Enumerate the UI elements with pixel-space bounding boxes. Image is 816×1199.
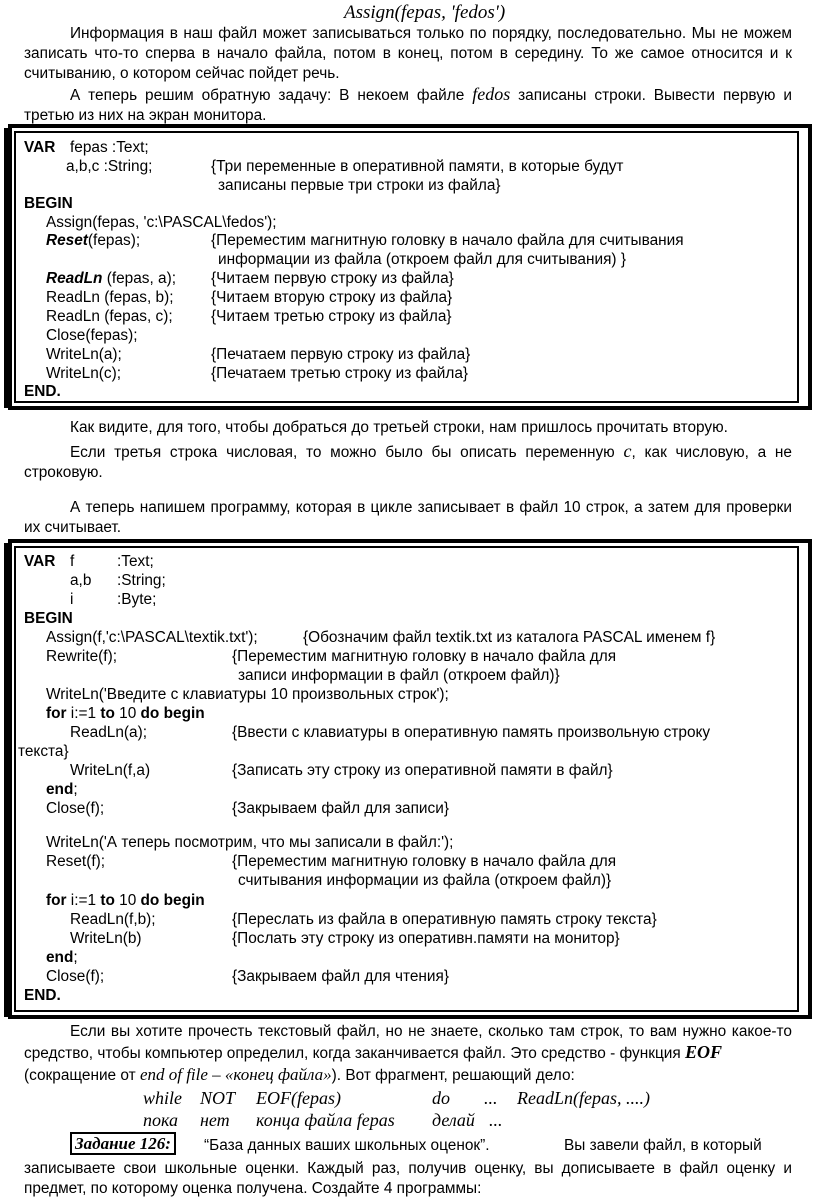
fragment-poka: пока [143,1110,178,1130]
task-title: “База данных ваших школьных оценок”. [204,1137,490,1154]
code2-readln-fb: ReadLn(f,b); [70,911,156,928]
task-label: Задание 126: [70,1132,176,1155]
code2-reset: Reset(f); [46,853,106,870]
intro-paragraph-2: А теперь решим обратную задачу: В некоем файле fedos записаны строки. Вывести первую и третью из них на экран монитора. [24,84,792,124]
fragment-while: while [143,1088,182,1108]
code2-end-loop-2: end; [46,949,78,966]
code1-writeln-1-comment: {Печатаем первую строку из файла} [211,346,471,363]
code2-var1-type: :Text; [117,553,154,570]
filename-fedos: fedos [472,84,511,104]
code1-line-fepas: fepas :Text; [70,139,149,156]
code2-rewrite: Rewrite(f); [46,648,117,665]
code1-readln-2: ReadLn (fepas, b); [46,289,174,306]
fragment-delay: делай [432,1110,475,1130]
intro-paragraph-1: Информация в наш файл может записываться только по порядку, последовательно. Мы не можем записать что-то сперва в начало файла, потом в конец, потом в середину. То же самое относится и к считыванию, о котором сейчас пойдет речь. [24,25,792,82]
code2-writeln-prompt: WriteLn('Введите с клавиатуры 10 произвольных строк'); [46,686,449,703]
code1-line-abc: a,b,c :String; [66,158,153,175]
code2-close-1-comment: {Закрываем файл для записи} [232,800,449,817]
code1-reset: Reset(fepas); [46,232,141,249]
code2-var3-name: i [70,591,74,608]
eof-paragraph: Если вы хотите прочесть текстовый файл, но не знаете, сколько там строк, то вам нужно какое-то средство, чтобы компьютер определил, когда заканчивается файл. Это средство - функция EOF (сокращение от end of file – «конец файла»). Вот фрагмент, решающий дело: [24,1023,792,1084]
code1-writeln-2: WriteLn(c); [46,365,121,382]
code2-readln-a-comment-2: текста} [18,743,69,760]
code1-writeln-2-comment: {Печатаем третью строку из файла} [211,365,469,382]
code1-reset-comment-1: {Переместим магнитную головку в начало файла для считывания [211,232,684,249]
code2-close-2-comment: {Закрываем файл для чтения} [232,968,450,985]
code2-writeln-fa-comment: {Записать эту строку из оперативной памяти в файл} [232,762,613,779]
middle-paragraph-1: Как видите, для того, чтобы добраться до третьей строки, нам пришлось прочитать вторую. [70,419,728,436]
fragment-not: NOT [200,1088,236,1108]
code2-close-1: Close(f); [46,800,105,817]
task-intro: Вы завели файл, в который [564,1137,762,1154]
code2-writeln-b: WriteLn(b) [70,930,142,947]
eof-keyword: EOF [684,1042,722,1062]
code2-var2-name: a,b [70,572,92,589]
code1-writeln-1: WriteLn(a); [46,346,122,363]
code1-readln-2-comment: {Читаем вторую строку из файла} [211,289,453,306]
code1-end: END. [24,383,61,400]
code2-close-2: Close(f); [46,968,105,985]
code1-readln-1-comment: {Читаем первую строку из файла} [211,270,454,287]
code2-var3-type: :Byte; [117,591,157,608]
code2-writeln-look: WriteLn('А теперь посмотрим, что мы записали в файл:'); [46,834,454,851]
code2-end-loop-1: end; [46,781,78,798]
fragment-dots-1: ... [484,1088,498,1108]
fragment-konca: конца файла fepas [256,1110,395,1130]
code2-assign: Assign(f,'c:\PASCAL\textik.txt'); [46,629,258,646]
fragment-readln: ReadLn(fepas, ....) [517,1088,650,1108]
fragment-eof: EOF(fepas) [256,1088,341,1108]
code2-writeln-b-comment: {Послать эту строку из оперативн.памяти на монитор} [232,930,620,947]
fragment-net: нет [200,1110,230,1130]
code2-begin: BEGIN [24,610,73,627]
task-description: записываете свои школьные оценки. Каждый раз, получив оценку, вы дописываете в файл оценку и предмет, по которому оценка получена. Создайте 4 программы: [24,1160,792,1197]
middle-paragraph-3: А теперь напишем программу, которая в цикле записывает в файл 10 строк, а затем для проверки их считывает. [24,499,792,536]
middle-paragraph-2: Если третья строка числовая, то можно было бы описать переменную c, как числовую, а не строковую. [24,441,792,481]
code2-readln-a: ReadLn(a); [70,724,147,741]
variable-c: c [623,441,632,461]
code2-var: VAR [24,553,56,570]
code1-readln-3-comment: {Читаем третью строку из файла} [211,308,452,325]
code1-readln-3: ReadLn (fepas, c); [46,308,173,325]
code2-end: END. [24,987,61,1004]
code2-assign-comment: {Обозначим файл textik.txt из каталога PASCAL именем f} [303,629,716,646]
code2-var2-type: :String; [117,572,166,589]
code1-reset-comment-2: информации из файла (откроем файл для считывания) } [218,251,626,268]
code1-assign: Assign(fepas, 'c:\PASCAL\fedos'); [46,214,277,231]
fragment-dots-2: ... [489,1110,503,1130]
code2-reset-comment-1: {Переместим магнитную головку в начало файла для [232,853,617,870]
code2-for-loop-2: for i:=1 to 10 do begin [46,892,205,909]
code1-line-var: VAR [24,139,56,156]
code1-readln-1: ReadLn (fepas, a); [46,270,177,287]
code2-rewrite-comment-2: записи информации в файл (откроем файл)} [238,667,560,684]
code2-reset-comment-2: считывания информации из файла (откроем файл)} [238,872,612,889]
task-line [70,1134,176,1154]
page-header-title: Assign(fepas, 'fedos') [344,2,506,23]
code1-comment-vars-1: {Три переменные в оперативной памяти, в которые будут [211,158,624,175]
fragment-do: do [432,1088,450,1108]
code2-var1-name: f [70,553,75,570]
code2-readln-fb-comment: {Переслать из файла в оперативную память строку текста} [232,911,657,928]
code2-rewrite-comment-1: {Переместим магнитную головку в начало файла для [232,648,617,665]
code1-comment-vars-2: записаны первые три строки из файла} [218,177,501,194]
code1-close: Close(fepas); [46,327,138,344]
code2-for-loop-1: for i:=1 to 10 do begin [46,705,205,722]
code2-writeln-fa: WriteLn(f,a) [70,762,151,779]
code1-begin: BEGIN [24,195,73,212]
code2-readln-a-comment-1: {Ввести с клавиатуры в оперативную память произвольную строку [232,724,711,741]
